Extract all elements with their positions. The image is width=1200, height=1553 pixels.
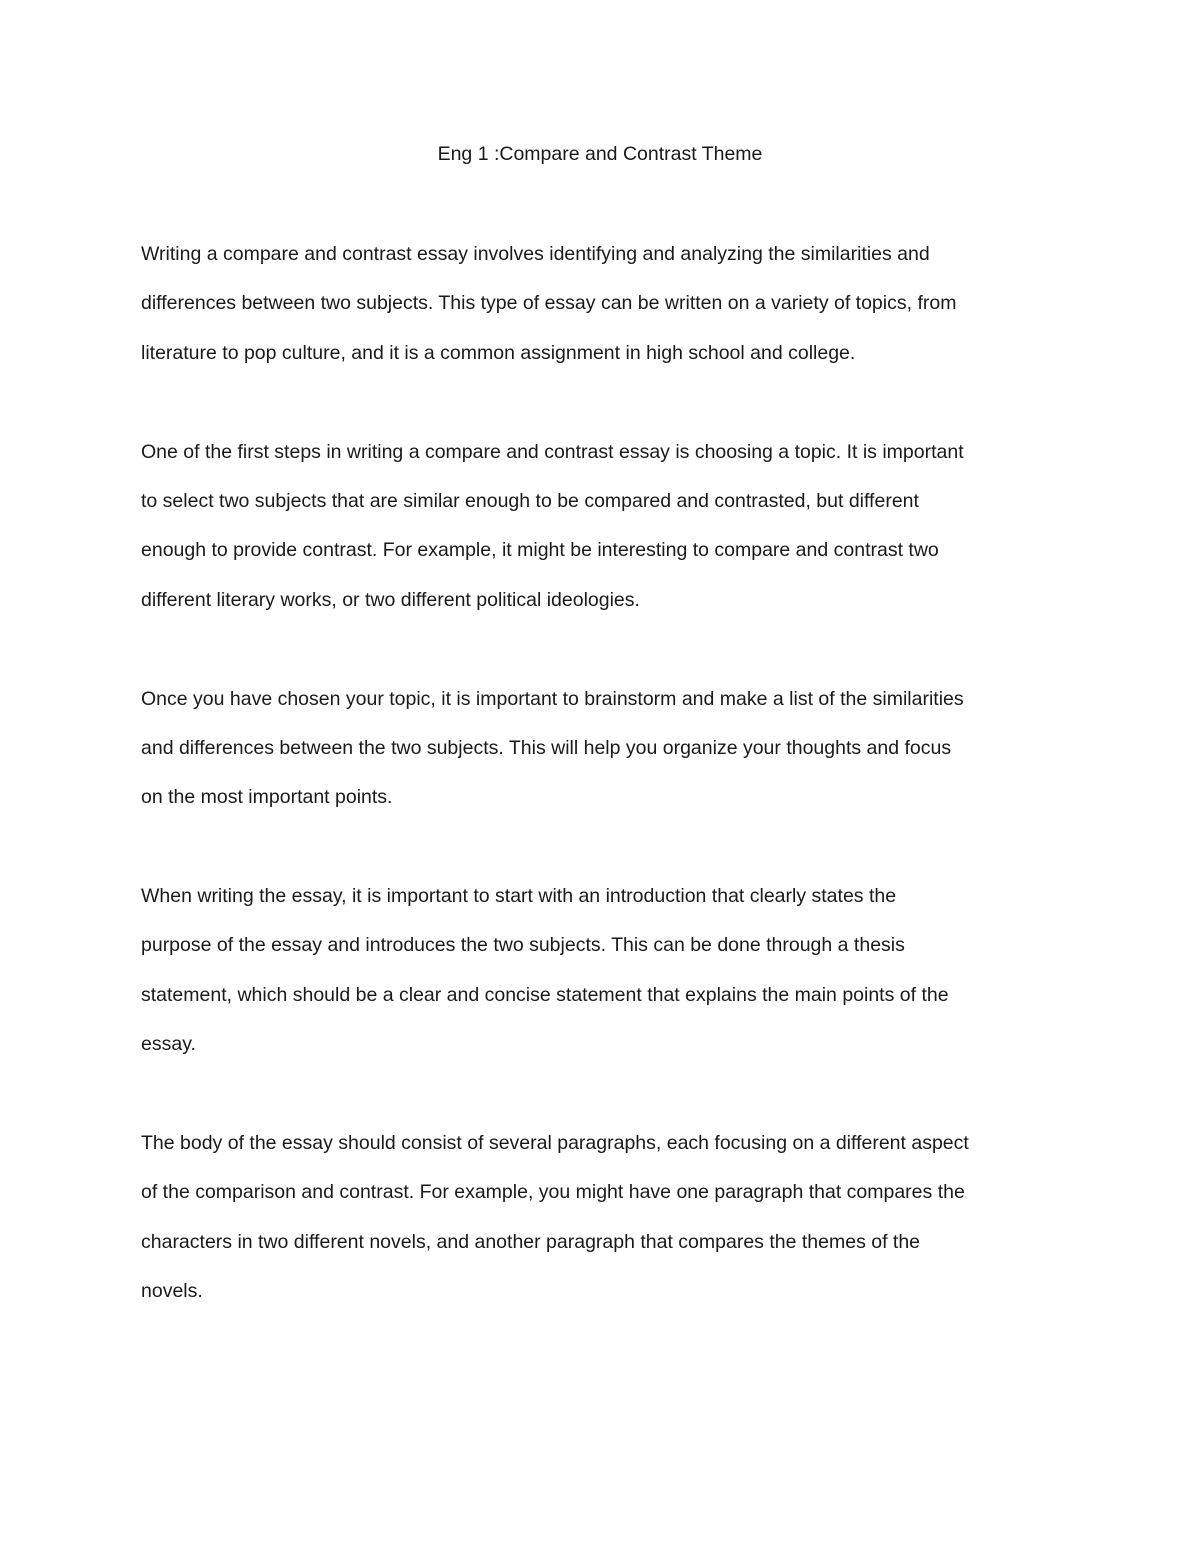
paragraph-intro — [141, 240, 1071, 388]
document-body — [141, 240, 1071, 1376]
paragraph-line: Once you have chosen your topic, it is important to brainstorm and make a list of the similarities — [141, 687, 964, 710]
paragraph-line: on the most important points. — [141, 786, 393, 809]
paragraph-line: and differences between the two subjects. This will help you organize your thoughts and focus — [141, 736, 952, 759]
paragraph-line: novels. — [141, 1280, 203, 1303]
paragraph-line: When writing the essay, it is important to start with an introduction that clearly states the — [141, 885, 897, 908]
paragraph-line: statement, which should be a clear and concise statement that explains the main points of the — [141, 983, 949, 1006]
paragraph-line: essay. — [141, 1033, 196, 1056]
paragraph-choosing-topic — [141, 438, 1071, 636]
document-title: Eng 1 :Compare and Contrast Theme — [437, 143, 763, 165]
paragraph-line: differences between two subjects. This type of essay can be written on a variety of topics, from — [141, 292, 957, 315]
paragraph-line: literature to pop culture, and it is a common assignment in high school and college. — [141, 341, 856, 364]
paragraph-line: purpose of the essay and introduces the two subjects. This can be done through a thesis — [141, 934, 905, 957]
paragraph-brainstorm — [141, 685, 1071, 833]
paragraph-line: The body of the essay should consist of several paragraphs, each focusing on a different aspect — [141, 1132, 969, 1155]
paragraph-body — [141, 1129, 1071, 1327]
paragraph-introduction — [141, 882, 1071, 1080]
paragraph-line: different literary works, or two different political ideologies. — [141, 588, 640, 611]
paragraph-line: enough to provide contrast. For example, it might be interesting to compare and contrast two — [141, 539, 939, 562]
paragraph-line: to select two subjects that are similar enough to be compared and contrasted, but different — [141, 489, 919, 512]
paragraph-line: Writing a compare and contrast essay involves identifying and analyzing the similarities and — [141, 243, 930, 265]
paragraph-line: of the comparison and contrast. For example, you might have one paragraph that compares the — [141, 1181, 965, 1204]
paragraph-line: One of the first steps in writing a compare and contrast essay is choosing a topic. It is important — [141, 440, 964, 463]
paragraph-line: characters in two different novels, and another paragraph that compares the themes of the — [141, 1230, 921, 1253]
